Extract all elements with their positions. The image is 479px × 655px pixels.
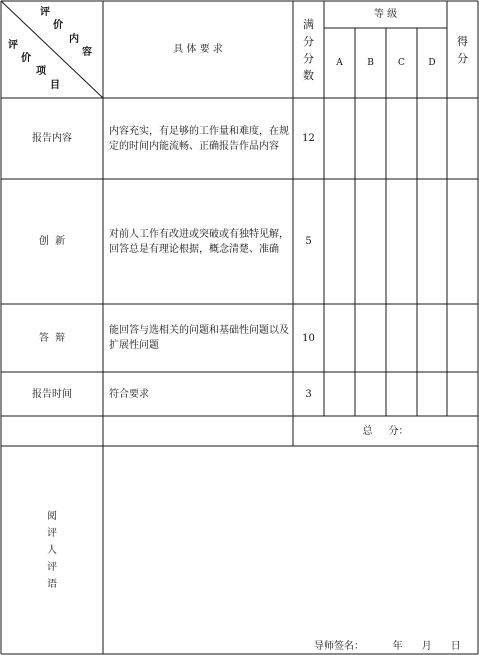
row-item-report-content: 报告内容 [32, 133, 72, 144]
full-score-char-1: 满 [303, 17, 314, 31]
comments-char-2: 评 [47, 527, 57, 539]
full-score-char-2: 分 [303, 34, 314, 48]
row-full-report-time: 3 [305, 388, 312, 400]
row-full-innovation: 5 [305, 236, 312, 247]
grade-a-header: A [336, 57, 343, 68]
score-char-2: 分 [457, 51, 468, 65]
total-score-label: 总 分： [362, 425, 409, 437]
row-requirement-report-content: 内容充实，有足够的工作量和难度，在规定的时间内能流畅、正确报告作品内容 [109, 125, 289, 152]
grade-c-header: C [398, 57, 405, 68]
header-grade: 等 级 [373, 9, 398, 20]
comments-char-1: 阅 [47, 510, 57, 522]
comments-char-3: 人 [47, 544, 57, 556]
diag-bottom-3: 项 [36, 66, 46, 77]
diag-bottom-4: 目 [50, 80, 60, 91]
row-requirement-report-time: 符合要求 [109, 388, 149, 400]
row-item-report-time: 报告时间 [32, 388, 72, 400]
diag-bottom-1: 评 [8, 40, 18, 51]
grade-b-header: B [367, 57, 374, 68]
full-score-char-4: 数 [303, 68, 314, 82]
comments-label [1, 446, 103, 654]
row-requirement-innovation: 对前人工作有改进或突破或有独特见解，回答总是有理论根据，概念清楚、准确 [109, 228, 289, 255]
header-full-score [293, 1, 324, 98]
diag-top-2: 价 [53, 20, 63, 31]
row-item-innovation: 创 新 [38, 236, 66, 247]
score-char-1: 得 [457, 34, 468, 48]
row-full-report-content: 12 [302, 133, 315, 144]
header-score [447, 1, 478, 98]
comments-char-5: 语 [47, 578, 57, 590]
full-score-char-3: 分 [303, 51, 314, 65]
row-item-defense: 答 辩 [38, 332, 66, 344]
comments-char-4: 评 [47, 561, 57, 573]
advisor-signature-line: 导师签名： 年 月 日 [314, 641, 461, 652]
diag-top-1: 评 [40, 7, 50, 18]
row-full-defense: 10 [302, 332, 315, 344]
header-requirements: 具 体 要 求 [173, 44, 223, 55]
grade-d-header: D [428, 57, 436, 68]
diag-top-4: 容 [82, 47, 92, 58]
diag-bottom-2: 价 [21, 53, 31, 64]
diag-top-3: 内 [69, 34, 79, 45]
row-requirement-defense: 能回答与选相关的问题和基础性问题以及扩展性问题 [109, 325, 289, 351]
